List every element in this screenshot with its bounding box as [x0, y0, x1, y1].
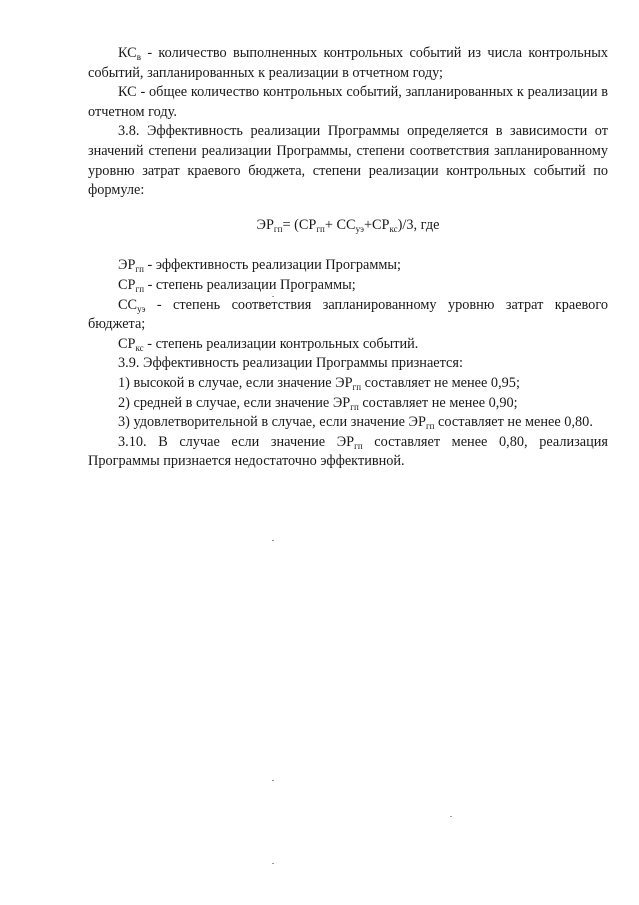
- list-item-satisfactory: 3) удовлетворительной в случае, если значение $ЭР_{гп}$ составляет не менее 0,80.: [118, 414, 593, 432]
- efficiency-formula: $ЭР_{гп}= (СР_{гп}+ СС_{уэ}+СР_{кс})/3$, где: [256, 216, 440, 234]
- paragraph-3-8: 3.8. Эффективность реализации Программы определяется в зависимости от значений степени реализации Программы, степени соответствия запланированному уровню затрат краевого бюджета, степени реализации контрольных событий по формуле:: [88, 123, 608, 199]
- document-body: [88, 44, 608, 472]
- definition-ss: $СС_{уэ}$ - степень соответствия запланированному уровню затрат краевого бюджета;: [88, 296, 608, 333]
- list-item-medium: 2) средней в случае, если значение $ЭР_{гп}$ составляет не менее 0,90;: [118, 394, 518, 412]
- definition-sr: $СР_{гп}$ - степень реализации Программы;: [118, 276, 356, 294]
- scan-speck: [272, 296, 274, 297]
- definition-er: $ЭР_{гп}$ - эффективность реализации Программы;: [118, 257, 402, 275]
- paragraph-3-9: 3.9. Эффективность реализации Программы признается:: [118, 355, 463, 372]
- scan-speck: [272, 863, 274, 864]
- scan-speck: [272, 540, 274, 541]
- definition-ks: КС - общее количество контрольных событий, запланированных к реализации в отчетном году.: [88, 84, 608, 120]
- scan-speck: [450, 816, 452, 817]
- list-item-high: 1) высокой в случае, если значение $ЭР_{гп}$ составляет не менее 0,95;: [118, 374, 520, 392]
- paragraph-3-10: 3.10. В случае если значение $ЭР_{гп}$ составляет менее 0,80, реализация Программы признается недостаточно эффективной.: [88, 433, 608, 470]
- definition-ksv: $КС_в$ - количество выполненных контрольных событий из числа контрольных событий, запланированных к реализации в отчетном году;: [88, 45, 608, 81]
- scan-speck: [272, 780, 274, 781]
- definition-srks: $СР_{кс}$ - степень реализации контрольных событий.: [118, 335, 419, 353]
